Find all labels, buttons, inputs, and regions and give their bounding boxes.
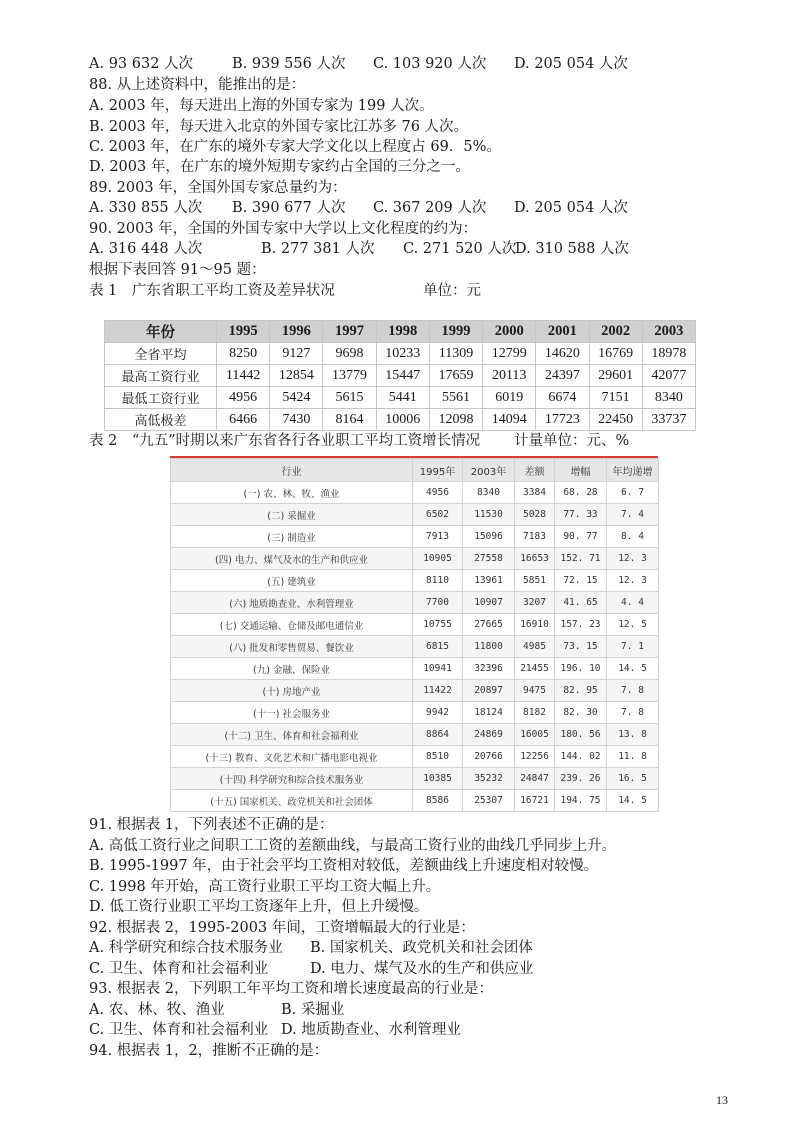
table2-value-cell: 72. 15 bbox=[555, 570, 607, 592]
q91-option-b: B. 1995-1997 年，由于社会平均工资相对较低，差额曲线上升速度相对较慢。 bbox=[89, 858, 599, 874]
q88-stem: 88. 从上述资料中，能推出的是： bbox=[89, 77, 306, 93]
table2-value-cell: 8110 bbox=[413, 570, 463, 592]
table1-cell: 5424 bbox=[270, 387, 323, 409]
table2-value-cell: 5028 bbox=[515, 504, 555, 526]
table2-industry-cell: (四) 电力、煤气及水的生产和供应业 bbox=[171, 548, 413, 570]
table2-row bbox=[171, 658, 659, 680]
q91-option-a: A. 高低工资行业之间职工工资的差额曲线，与最高工资行业的曲线几乎同步上升。 bbox=[89, 838, 617, 854]
intro-91-95: 根据下表回答 91～95 题： bbox=[89, 262, 266, 278]
table1-cell: 9698 bbox=[323, 343, 376, 365]
table1-cell: 6019 bbox=[483, 387, 536, 409]
table1-cell: 14620 bbox=[536, 343, 589, 365]
table2-value-cell: 8864 bbox=[413, 724, 463, 746]
table1-cell: 17723 bbox=[536, 409, 589, 431]
table2-value-cell: 35232 bbox=[463, 768, 515, 790]
table2-value-cell: 6502 bbox=[413, 504, 463, 526]
table2-value-cell: 82. 95 bbox=[555, 680, 607, 702]
table1-cell: 4956 bbox=[217, 387, 270, 409]
table1-cell: 5615 bbox=[323, 387, 376, 409]
table2-row bbox=[171, 570, 659, 592]
table2-header-cell: 年均递增 bbox=[607, 459, 659, 482]
table2-value-cell: 13. 8 bbox=[607, 724, 659, 746]
table2-header-cell: 2003年 bbox=[463, 459, 515, 482]
table2-value-cell: 3384 bbox=[515, 482, 555, 504]
table1-cell: 12799 bbox=[483, 343, 536, 365]
table2-row bbox=[171, 724, 659, 746]
table2-value-cell: 11530 bbox=[463, 504, 515, 526]
table2-value-cell: 24847 bbox=[515, 768, 555, 790]
table2-value-cell: 41. 65 bbox=[555, 592, 607, 614]
table2-value-cell: 5851 bbox=[515, 570, 555, 592]
table2-value-cell: 7183 bbox=[515, 526, 555, 548]
table2-value-cell: 9475 bbox=[515, 680, 555, 702]
table2-value-cell: 10755 bbox=[413, 614, 463, 636]
table1-cell: 42077 bbox=[642, 365, 695, 387]
q87-option-a: A. 93 632 人次 bbox=[89, 56, 194, 72]
q91-stem: 91. 根据表 1，下列表述不正确的是： bbox=[89, 817, 334, 833]
table1-cell: 8340 bbox=[642, 387, 695, 409]
table2-value-cell: 12. 5 bbox=[607, 614, 659, 636]
table2 bbox=[170, 458, 659, 812]
table1-cell: 29601 bbox=[589, 365, 642, 387]
q88-option-b: B. 2003 年，每天进入北京的外国专家比江苏多 76 人次。 bbox=[89, 119, 469, 135]
table1-unit: 单位：元 bbox=[423, 283, 481, 299]
table2-industry-cell: (九) 金融、保险业 bbox=[171, 658, 413, 680]
q87-option-d: D. 205 054 人次 bbox=[514, 56, 628, 72]
table2-row bbox=[171, 504, 659, 526]
table2-value-cell: 8340 bbox=[463, 482, 515, 504]
table1-row bbox=[105, 365, 696, 387]
q90-option-a: A. 316 448 人次 bbox=[89, 241, 203, 257]
table2-value-cell: 15096 bbox=[463, 526, 515, 548]
table1 bbox=[104, 320, 696, 431]
table2-value-cell: 16005 bbox=[515, 724, 555, 746]
table2-value-cell: 7700 bbox=[413, 592, 463, 614]
table2-value-cell: 4985 bbox=[515, 636, 555, 658]
table2-value-cell: 8510 bbox=[413, 746, 463, 768]
q92-option-a: A. 科学研究和综合技术服务业 bbox=[89, 940, 283, 956]
table1-row-label: 全省平均 bbox=[105, 343, 217, 365]
table1-row-label: 最低工资行业 bbox=[105, 387, 217, 409]
table2-value-cell: 144. 02 bbox=[555, 746, 607, 768]
table1-cell: 12098 bbox=[429, 409, 482, 431]
table1-cell: 11442 bbox=[217, 365, 270, 387]
table1-row bbox=[105, 343, 696, 365]
q92-option-b: B. 国家机关、政党机关和社会团体 bbox=[310, 940, 533, 956]
table2-row bbox=[171, 592, 659, 614]
table2-value-cell: 12. 3 bbox=[607, 548, 659, 570]
table2-row bbox=[171, 548, 659, 570]
table2-industry-cell: (十四) 科学研究和综合技术服务业 bbox=[171, 768, 413, 790]
table1-cell: 20113 bbox=[483, 365, 536, 387]
table1-header-year: 1995 bbox=[217, 321, 270, 343]
table2-value-cell: 11800 bbox=[463, 636, 515, 658]
q90-option-c: C. 271 520 人次 bbox=[403, 241, 517, 257]
table2-value-cell: 4. 4 bbox=[607, 592, 659, 614]
table2-industry-cell: (七) 交通运输、仓储及邮电通信业 bbox=[171, 614, 413, 636]
table2-value-cell: 14. 5 bbox=[607, 790, 659, 812]
table1-cell: 5561 bbox=[429, 387, 482, 409]
table1-cell: 17659 bbox=[429, 365, 482, 387]
table2-row bbox=[171, 680, 659, 702]
table1-header-year: 2001 bbox=[536, 321, 589, 343]
table1-cell: 10006 bbox=[376, 409, 429, 431]
q90-stem: 90. 2003 年，全国的外国专家中大学以上文化程度的约为： bbox=[89, 221, 478, 237]
q89-option-a: A. 330 855 人次 bbox=[89, 200, 203, 216]
table2-value-cell: 7. 4 bbox=[607, 504, 659, 526]
table2-value-cell: 13961 bbox=[463, 570, 515, 592]
q92-option-d: D. 电力、煤气及水的生产和供应业 bbox=[310, 961, 534, 977]
table1-cell: 10233 bbox=[376, 343, 429, 365]
table1-cell: 5441 bbox=[376, 387, 429, 409]
table2-value-cell: 6. 7 bbox=[607, 482, 659, 504]
table2-row bbox=[171, 526, 659, 548]
q87-option-c: C. 103 920 人次 bbox=[373, 56, 487, 72]
table1-header-year: 1998 bbox=[376, 321, 429, 343]
q94-stem: 94. 根据表 1，2，推断不正确的是： bbox=[89, 1043, 329, 1059]
table2-value-cell: 7913 bbox=[413, 526, 463, 548]
table2-industry-cell: (十) 房地产业 bbox=[171, 680, 413, 702]
table2-industry-cell: (十一) 社会服务业 bbox=[171, 702, 413, 724]
table2-header-row bbox=[171, 459, 659, 482]
q88-option-a: A. 2003 年，每天进出上海的外国专家为 199 人次。 bbox=[89, 98, 434, 114]
table2-industry-cell: (十五) 国家机关、政党机关和社会团体 bbox=[171, 790, 413, 812]
table1-cell: 6674 bbox=[536, 387, 589, 409]
table2-value-cell: 8182 bbox=[515, 702, 555, 724]
table2-industry-cell: (六) 地质勘查业、水利管理业 bbox=[171, 592, 413, 614]
table2-value-cell: 82. 30 bbox=[555, 702, 607, 724]
table2-row bbox=[171, 614, 659, 636]
table2-value-cell: 25307 bbox=[463, 790, 515, 812]
table1-cell: 15447 bbox=[376, 365, 429, 387]
table1-cell: 8164 bbox=[323, 409, 376, 431]
table2-value-cell: 16721 bbox=[515, 790, 555, 812]
table1-row-label: 高低极差 bbox=[105, 409, 217, 431]
q93-option-b: B. 采掘业 bbox=[281, 1002, 345, 1018]
table2-value-cell: 8. 4 bbox=[607, 526, 659, 548]
table2-value-cell: 157. 23 bbox=[555, 614, 607, 636]
table2-row bbox=[171, 768, 659, 790]
table1-cell: 13779 bbox=[323, 365, 376, 387]
q92-option-c: C. 卫生、体育和社会福利业 bbox=[89, 961, 269, 977]
table2-value-cell: 14. 5 bbox=[607, 658, 659, 680]
table2-value-cell: 68. 28 bbox=[555, 482, 607, 504]
table1-cell: 22450 bbox=[589, 409, 642, 431]
q89-option-c: C. 367 209 人次 bbox=[373, 200, 487, 216]
table2-value-cell: 20897 bbox=[463, 680, 515, 702]
table1-row bbox=[105, 409, 696, 431]
table1-cell: 12854 bbox=[270, 365, 323, 387]
table2-value-cell: 180. 56 bbox=[555, 724, 607, 746]
table2-value-cell: 32396 bbox=[463, 658, 515, 680]
q89-stem: 89. 2003 年，全国外国专家总量约为： bbox=[89, 180, 347, 196]
table2-value-cell: 12256 bbox=[515, 746, 555, 768]
q88-option-c: C. 2003 年，在广东的境外专家大学文化以上程度占 69．5%。 bbox=[89, 139, 501, 155]
table2-industry-cell: (三) 制造业 bbox=[171, 526, 413, 548]
table1-cell: 9127 bbox=[270, 343, 323, 365]
table2-value-cell: 3207 bbox=[515, 592, 555, 614]
table1-cell: 11309 bbox=[429, 343, 482, 365]
table2-value-cell: 11. 8 bbox=[607, 746, 659, 768]
table1-cell: 24397 bbox=[536, 365, 589, 387]
table2-header-cell: 1995年 bbox=[413, 459, 463, 482]
table1-cell: 6466 bbox=[217, 409, 270, 431]
table2-value-cell: 10385 bbox=[413, 768, 463, 790]
q90-option-d: D. 310 588 人次 bbox=[515, 241, 629, 257]
table2-value-cell: 27558 bbox=[463, 548, 515, 570]
table2-industry-cell: (十三) 教育、文化艺术和广播电影电视业 bbox=[171, 746, 413, 768]
q92-stem: 92. 根据表 2，1995-2003 年间，工资增幅最大的行业是： bbox=[89, 920, 475, 936]
table2-value-cell: 194. 75 bbox=[555, 790, 607, 812]
q91-option-c: C. 1998 年开始，高工资行业职工平均工资大幅上升。 bbox=[89, 879, 441, 895]
table1-caption: 表 1 广东省职工平均工资及差异状况 bbox=[89, 283, 335, 299]
q93-option-c: C. 卫生、体育和社会福利业 bbox=[89, 1022, 269, 1038]
table2-value-cell: 12. 3 bbox=[607, 570, 659, 592]
table2-value-cell: 18124 bbox=[463, 702, 515, 724]
q91-option-d: D. 低工资行业职工平均工资逐年上升，但上升缓慢。 bbox=[89, 899, 429, 915]
table1-header-label: 年份 bbox=[105, 321, 217, 343]
table2-industry-cell: (十二) 卫生、体育和社会福利业 bbox=[171, 724, 413, 746]
page-number: 13 bbox=[716, 1093, 728, 1107]
table1-header-year: 1997 bbox=[323, 321, 376, 343]
table2-value-cell: 73. 15 bbox=[555, 636, 607, 658]
table2-value-cell: 6815 bbox=[413, 636, 463, 658]
table2-value-cell: 10905 bbox=[413, 548, 463, 570]
table2-industry-cell: (一) 农、林、牧、渔业 bbox=[171, 482, 413, 504]
table1-cell: 7151 bbox=[589, 387, 642, 409]
q93-stem: 93. 根据表 2，下列职工年平均工资和增长速度最高的行业是： bbox=[89, 981, 494, 997]
table2-value-cell: 7. 8 bbox=[607, 702, 659, 724]
table1-cell: 8250 bbox=[217, 343, 270, 365]
q89-option-d: D. 205 054 人次 bbox=[514, 200, 628, 216]
table1-header-year: 2002 bbox=[589, 321, 642, 343]
table2-header-cell: 行业 bbox=[171, 459, 413, 482]
table2-value-cell: 24869 bbox=[463, 724, 515, 746]
q88-option-d: D. 2003 年，在广东的境外短期专家约占全国的三分之一。 bbox=[89, 159, 470, 175]
table1-row-label: 最高工资行业 bbox=[105, 365, 217, 387]
table2-row bbox=[171, 636, 659, 658]
table2-header-cell: 增幅 bbox=[555, 459, 607, 482]
table2-value-cell: 16653 bbox=[515, 548, 555, 570]
table2-industry-cell: (二) 采掘业 bbox=[171, 504, 413, 526]
table2-value-cell: 10907 bbox=[463, 592, 515, 614]
table2-row bbox=[171, 482, 659, 504]
table1-header-year: 2000 bbox=[483, 321, 536, 343]
table1-header-year: 1999 bbox=[429, 321, 482, 343]
table2-value-cell: 9942 bbox=[413, 702, 463, 724]
table2-row bbox=[171, 746, 659, 768]
table1-cell: 7430 bbox=[270, 409, 323, 431]
q93-option-d: D. 地质勘查业、水利管理业 bbox=[281, 1022, 461, 1038]
q89-option-b: B. 390 677 人次 bbox=[232, 200, 346, 216]
table2-value-cell: 7. 8 bbox=[607, 680, 659, 702]
table1-cell: 33737 bbox=[642, 409, 695, 431]
table1-header-year: 1996 bbox=[270, 321, 323, 343]
table2-row bbox=[171, 702, 659, 724]
table2-caption: 表 2 “九五”时期以来广东省各行各业职工平均工资增长情况 bbox=[89, 433, 481, 449]
table2-value-cell: 10941 bbox=[413, 658, 463, 680]
table1-header-row bbox=[105, 321, 696, 343]
table2-value-cell: 239. 26 bbox=[555, 768, 607, 790]
table1-cell: 14094 bbox=[483, 409, 536, 431]
table2-industry-cell: (八) 批发和零售贸易、餐饮业 bbox=[171, 636, 413, 658]
table2-unit: 计量单位：元、% bbox=[514, 433, 630, 449]
table2-value-cell: 11422 bbox=[413, 680, 463, 702]
table1-row bbox=[105, 387, 696, 409]
table1-cell: 16769 bbox=[589, 343, 642, 365]
table2-value-cell: 90. 77 bbox=[555, 526, 607, 548]
table2-value-cell: 20766 bbox=[463, 746, 515, 768]
table2-value-cell: 152. 71 bbox=[555, 548, 607, 570]
table2-value-cell: 8586 bbox=[413, 790, 463, 812]
table2-value-cell: 21455 bbox=[515, 658, 555, 680]
q87-option-b: B. 939 556 人次 bbox=[232, 56, 346, 72]
table1-header-year: 2003 bbox=[642, 321, 695, 343]
table2-value-cell: 27665 bbox=[463, 614, 515, 636]
table2-value-cell: 16910 bbox=[515, 614, 555, 636]
table2-row bbox=[171, 790, 659, 812]
table2-value-cell: 7. 1 bbox=[607, 636, 659, 658]
table2-value-cell: 196. 10 bbox=[555, 658, 607, 680]
table2-value-cell: 77. 33 bbox=[555, 504, 607, 526]
table1-cell: 18978 bbox=[642, 343, 695, 365]
q90-option-b: B. 277 381 人次 bbox=[261, 241, 375, 257]
q93-option-a: A. 农、林、牧、渔业 bbox=[89, 1002, 225, 1018]
table2-header-cell: 差额 bbox=[515, 459, 555, 482]
table2-value-cell: 4956 bbox=[413, 482, 463, 504]
table2-industry-cell: (五) 建筑业 bbox=[171, 570, 413, 592]
table2-value-cell: 16. 5 bbox=[607, 768, 659, 790]
